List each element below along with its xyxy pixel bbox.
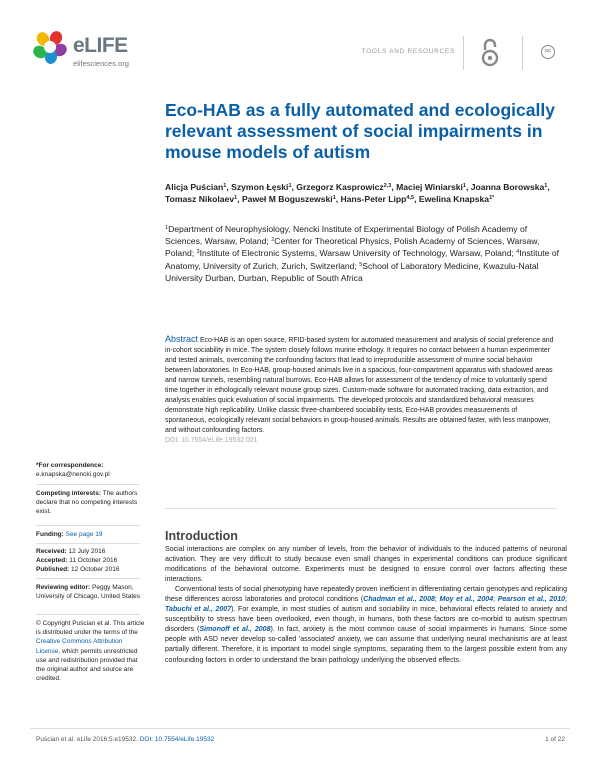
paragraph: Social interactions are complex on any number of levels, from the behavior of individuals to the induced patterns of neuronal activation. They are very difficult to study because even small changes in experimental conditions can produce significant modifications of the behavioral outcome. Experiments must be designed to ensure control over factors affecting these interactions.	[165, 546, 567, 584]
sidebar-divider	[36, 543, 140, 544]
logo-text: eLIFE	[73, 34, 128, 57]
correspondence-email[interactable]: e.knapska@nencki.gov.pl	[36, 471, 110, 479]
creative-commons-icon: cc	[541, 45, 555, 59]
citation-link[interactable]: Tabuchi et al., 2007	[165, 606, 232, 614]
affiliation-number: 1	[165, 225, 169, 231]
author[interactable]: Maciej Winiarski	[396, 182, 463, 192]
introduction-heading: Introduction	[165, 529, 238, 543]
competing-interests-text: The authors declare that no competing interests exist.	[36, 490, 138, 516]
competing-interests-label: Competing interests:	[36, 490, 102, 497]
author-separator: ,	[291, 182, 297, 192]
reviewing-editor	[36, 583, 148, 601]
reviewing-editor-text: Peggy Mason, University of Chicago, United States	[36, 584, 141, 601]
paragraph: Conventional tests of social phenotyping have repeatedly proven inefficient in differentiating certain genotypes and replicating these differences across laboratories and protocol conditions (Chadman et al., 2008; Moy et al., 2004; Pearson et al., 2010; Tabuchi et al., 2007). For example, in most studies of autism and sociability in mice, behavioral effects related to anxiety and susceptibility to stress have been overlooked, even though, in humans, both these factors are co-morbid to autism spectrum disorders (Simonoff et al., 2008). In fact, anxiety is the most common cause of social impairments in humans. Since some people with ASD never develop so-called 'associated' anxiety, we can assume that underlying neural mechanisms are at least partially different. Therefore, it is important to model single symptoms, separating them to the largest possible extent from any confounding factors in order to understand the brain pathology underlying the observed effects.	[165, 586, 568, 664]
affiliations	[165, 223, 565, 284]
citation-link[interactable]: Simonoff et al., 2008	[199, 626, 271, 634]
published-date: 12 October 2016	[71, 566, 120, 574]
author-separator: ,	[414, 194, 419, 205]
copyright	[36, 619, 148, 683]
article-title: Eco-HAB as a fully automated and ecologically relevant assessment of social impairments in mouse models of autism	[165, 100, 555, 162]
article-dates	[36, 547, 148, 575]
abstract	[165, 334, 557, 447]
paragraph-text: ). In fact, anxiety is the most common cause of social impairments in humans. Since some people with ASD never develop so-called 'associated' anxiety, we can assume that underlying neural mechanisms are at least partially different. Therefore, it is important to model single symptoms, separating them to the largest possible extent from any confounding factors in order to understand the brain pathology underlying the observed effects.	[165, 626, 567, 664]
correspondence-block	[36, 461, 148, 479]
sidebar-divider	[36, 484, 140, 485]
affiliation-number: 4	[516, 249, 520, 256]
author[interactable]: Grzegorz Kasprowicz	[296, 182, 384, 192]
author[interactable]: Szymon Łęski	[231, 182, 289, 192]
copyright-text: which permits unrestricted use and redistribution provided that the original author and source are credited.	[36, 647, 138, 683]
author[interactable]: Alicja Puścian	[165, 182, 224, 192]
author-separator: ,	[335, 194, 341, 205]
published-label: Published:	[36, 566, 70, 574]
logo-url[interactable]: elifesciences.org	[73, 59, 129, 68]
author-affiliation-ref: 1*	[489, 195, 495, 202]
footer-citation	[36, 736, 214, 743]
footer-doi-link[interactable]: DOI: 10.7554/eLife.19532	[139, 736, 215, 743]
abstract-label: Abstract	[165, 334, 199, 344]
elife-flower-icon	[33, 30, 67, 66]
received-date: 12 July 2016	[68, 548, 106, 555]
author-affiliation-ref: 4,5	[406, 195, 415, 202]
author-separator: ,	[391, 182, 397, 192]
funding	[36, 530, 148, 539]
author-separator: ,	[547, 182, 550, 192]
author-affiliation-ref: 1	[223, 183, 227, 189]
affiliation-number: 3	[196, 249, 200, 256]
author[interactable]: Ewelina Knapska	[418, 194, 490, 205]
citation-text: Puścian et al. eLife 2016;5:e19532.	[36, 736, 138, 743]
reviewing-editor-label: Reviewing editor:	[36, 584, 91, 591]
footer-divider	[30, 728, 570, 729]
abstract-divider	[165, 508, 557, 509]
paragraph-text: Conventional tests of social phenotyping have repeatedly proven inefficient in differentiating certain genotypes and replicating these differences across laboratories and protocol conditions (	[165, 586, 567, 604]
sidebar-divider	[36, 614, 140, 615]
sidebar-divider	[36, 525, 140, 526]
affiliation: School of Laboratory Medicine, Kwazulu-Natal University Durban, Durban, Republic of South Africa	[165, 260, 539, 283]
author[interactable]: Tomasz Nikolaev	[165, 194, 235, 205]
article-type-label: TOOLS AND RESOURCES	[361, 48, 455, 55]
received-label: Received:	[36, 548, 67, 555]
funding-link[interactable]: See page 19	[65, 531, 103, 538]
citation-link[interactable]: Moy et al., 2004	[439, 596, 494, 604]
funding-label: Funding:	[36, 531, 64, 538]
accepted-label: Accepted:	[36, 557, 68, 565]
abstract-doi-link[interactable]: DOI: 10.7554/eLife.19532.001	[165, 437, 258, 445]
header-divider	[463, 36, 464, 70]
author-separator: ,	[465, 182, 471, 192]
author[interactable]: Paweł M Boguszewski	[241, 194, 333, 205]
abstract-text: Eco-HAB is an open source, RFID-based system for automated measurement and analysis of social preference and in-cohort sociability in mice. The system closely follows murine ethology. It requires no contact between a human experimenter and tested animals, overcoming the confounding factors that lead to irreproducible assessment of murine social behavior between laboratories. In Eco-HAB, group-housed animals live in a spacious, four-compartment apparatus with shadowed areas and narrow tunnels, resembling natural burrows. Eco-HAB allows for assessment of the tendency of mice to voluntarily spend time together in ethologically relevant mouse group sizes. Custom-made software for automated tracking, data extraction, and analysis enables quick evaluation of social impairments. The developed protocols and standardized behavioral measures demonstrate high replicability. Unlike classic three-chambered sociability tests, Eco-HAB provides measurements of spontaneous, ecologically relevant social behaviors in group-housed animals. Results are obtained faster, with less manpower, and without confounding factors.	[165, 337, 554, 435]
author-affiliation-ref: 1	[288, 183, 292, 189]
author-list	[165, 181, 565, 205]
author[interactable]: Joanna Borowska	[470, 182, 545, 192]
author-separator: ,	[237, 194, 242, 205]
affiliation-number: 2	[271, 237, 275, 244]
author-affiliation-ref: 1	[544, 183, 548, 189]
competing-interests	[36, 489, 148, 517]
header-divider	[522, 36, 523, 70]
author-affiliation-ref: 1	[234, 195, 238, 202]
author[interactable]: Hans-Peter Lipp	[340, 194, 407, 205]
affiliation: Department of Neurophysiology, Nencki Institute of Experimental Biology of Polish Academy of Sciences, Warsaw, Poland;	[165, 224, 528, 247]
citation-link[interactable]: Chadman et al., 2008	[363, 596, 435, 604]
citation-link[interactable]: Pearson et al., 2010	[497, 596, 566, 604]
author-separator: ,	[226, 182, 232, 192]
affiliation: Institute of Anatomy, University of Zurich, Zurich, Switzerland;	[165, 248, 559, 271]
affiliation: Center for Theoretical Physics, Polish Academy of Sciences, Warsaw, Poland;	[165, 236, 540, 259]
elife-logo[interactable]	[33, 30, 143, 72]
correspondence-label: *For correspondence:	[36, 462, 104, 469]
open-access-icon	[480, 38, 500, 68]
page-number: 1 of 22	[545, 736, 565, 743]
copyright-text: © Copyright Puścian et al. This article is distributed under the terms of the	[36, 620, 145, 637]
author-affiliation-ref: 1	[332, 195, 336, 202]
sidebar-divider	[36, 578, 140, 579]
affiliation-number: 5	[359, 261, 363, 268]
affiliation: Institute of Electronic Systems, Warsaw University of Technology, Warsaw, Poland;	[199, 248, 517, 259]
paragraph-text: ). For example, in most studies of autism and sociability in mice, behavioral effects related to anxiety and susceptibility to stress have been overlooked, even though, in humans, both these factors are co-morbid to autism spectrum disorders (	[165, 606, 567, 634]
license-link[interactable]: Creative Commons Attribution License,	[36, 638, 123, 655]
author-affiliation-ref: 2,3	[383, 183, 392, 189]
author-affiliation-ref: 1	[462, 183, 466, 189]
introduction-body	[165, 545, 567, 666]
accepted-date: 11 October 2016	[69, 557, 118, 565]
